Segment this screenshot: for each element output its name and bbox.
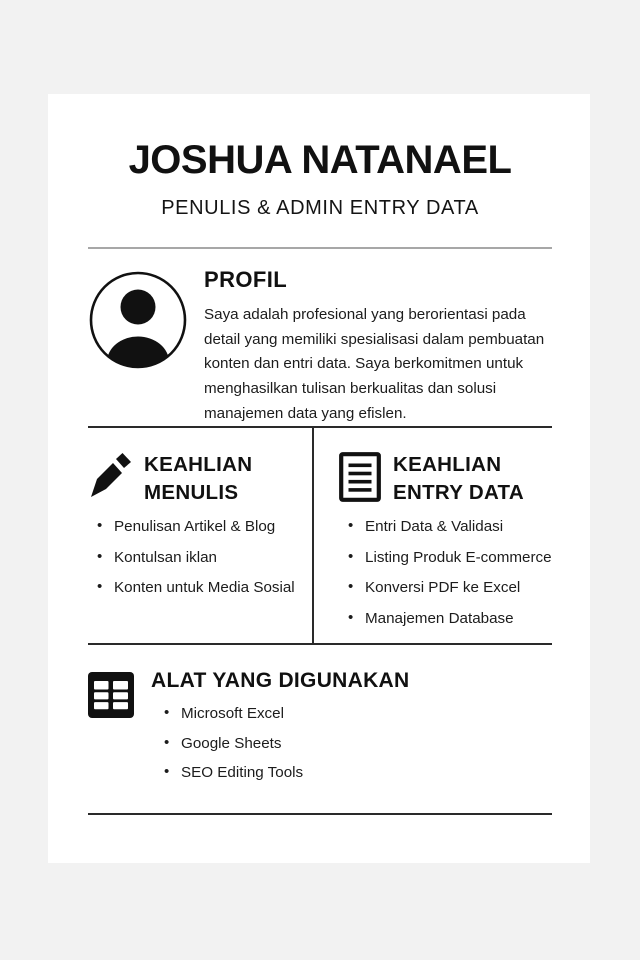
profile-description: Saya adalah profesional yang berorientasi pada detail yang memiliki spesialisasi dalam pembuatan konten dan entri data. Saya berkomitmen untuk menghasilkan tulisan berkualitas dan solusi manajemen data yang efislen.: [204, 306, 545, 422]
skills-writing-title-line1: KEAHLIAN: [144, 453, 253, 477]
avatar: [88, 268, 192, 370]
profile-title: PROFIL: [204, 267, 288, 292]
list-item: • Konten untuk Media Sosial: [114, 578, 296, 599]
skills-writing-header: [88, 450, 296, 506]
list-item: • Kontulsan iklan: [114, 548, 296, 569]
person-avatar-icon: [88, 270, 192, 370]
tools-list: [151, 704, 552, 784]
card-content: [88, 94, 552, 815]
skills-data-entry-list: [339, 517, 552, 629]
pencil-icon: [88, 450, 132, 500]
list-item: • Microsoft Excel: [181, 704, 552, 725]
spreadsheet-table-icon: [88, 669, 134, 718]
tools-section: [88, 669, 552, 793]
skills-data-entry-column: [312, 428, 552, 643]
skills-writing-title-line2: MENULIS: [144, 480, 239, 504]
candidate-name: JOSHUA NATANAEL: [128, 138, 512, 182]
document-lines-icon: [339, 450, 381, 502]
list-item: • Listing Produk E-commerce: [365, 548, 552, 569]
list-item: • Konversi PDF ke Excel: [365, 578, 552, 599]
skills-data-entry-title: [381, 450, 524, 506]
list-item: • Google Sheets: [181, 734, 552, 755]
list-item: • Penulisan Artikel & Blog: [114, 517, 296, 538]
skills-writing-title: [132, 450, 252, 506]
skills-data-entry-header: [339, 450, 552, 506]
divider-under-skills: [88, 643, 552, 645]
profile-body: [192, 268, 552, 426]
divider-bottom: [88, 813, 552, 815]
resume-card: [48, 94, 590, 863]
profile-section: [88, 268, 552, 426]
list-item: • Entri Data & Validasi: [365, 517, 552, 538]
tools-title: ALAT YANG DIGUNAKAN: [151, 669, 410, 693]
skills-writing-column: [88, 428, 312, 643]
list-item: • Manajemen Database: [365, 609, 552, 630]
skills-writing-list: [88, 517, 296, 599]
skills-section: [88, 428, 552, 643]
list-item: • SEO Editing Tools: [181, 763, 552, 784]
skills-data-entry-title-line2: ENTRY DATA: [393, 480, 524, 504]
skills-data-entry-title-line1: KEAHLIAN: [393, 453, 502, 477]
divider-under-header: [88, 247, 552, 249]
candidate-subtitle: PENULIS & ADMIN ENTRY DATA: [161, 197, 479, 219]
tools-body: [134, 669, 552, 793]
